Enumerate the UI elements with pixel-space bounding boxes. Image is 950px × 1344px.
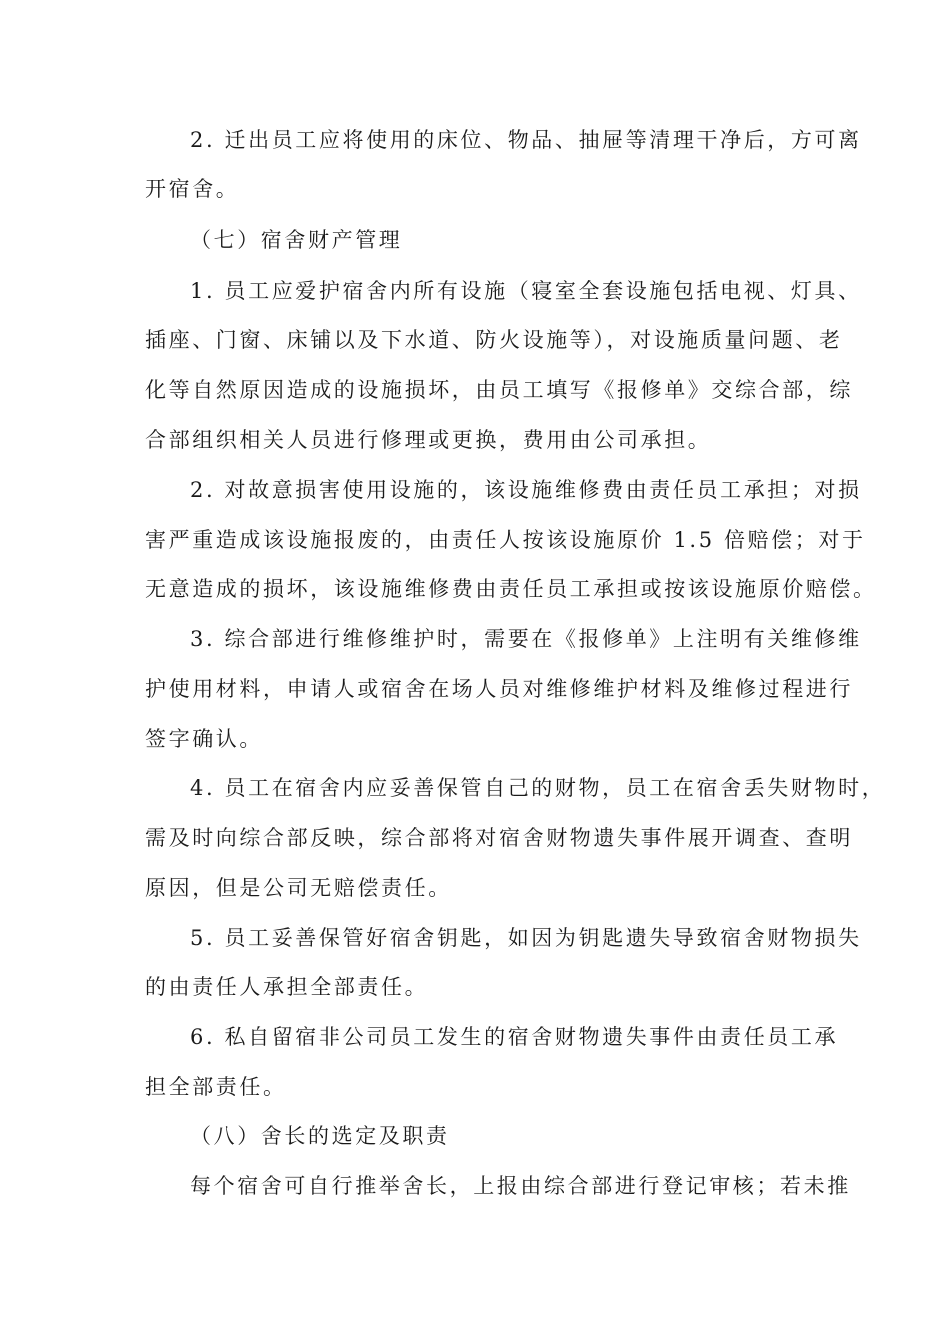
item-2-line-2: 害严重造成该设施报废的，由责任人按该设施原价 1.5 倍赔偿；对于 — [145, 528, 866, 552]
item-4-line-3: 原因，但是公司无赔偿责任。 — [145, 876, 452, 900]
section-heading-8: （八）舍长的选定及职责 — [190, 1124, 450, 1148]
item-2-line-3: 无意造成的损坏，该设施维修费由责任员工承担或按该设施原价赔偿。 — [145, 577, 877, 601]
item-3-line-3: 签字确认。 — [145, 727, 263, 751]
item-3-line-1: 3. 综合部进行维修维护时，需要在《报修单》上注明有关维修维 — [190, 627, 862, 651]
item-1-line-2: 插座、门窗、床铺以及下水道、防火设施等），对设施质量问题、老 — [145, 328, 843, 352]
paragraph-8-line-1: 每个宿舍可自行推举舍长，上报由综合部进行登记审核；若未推 — [190, 1174, 851, 1198]
paragraph-2-line-1: 2. 迁出员工应将使用的床位、物品、抽屉等清理干净后，方可离 — [190, 128, 862, 152]
paragraph-2-line-2: 开宿舍。 — [145, 177, 240, 201]
item-1-line-4: 合部组织相关人员进行修理或更换，费用由公司承担。 — [145, 428, 712, 452]
item-6-line-2: 担全部责任。 — [145, 1075, 287, 1099]
item-1-line-1: 1. 员工应爱护宿舍内所有设施（寝室全套设施包括电视、灯具、 — [190, 279, 862, 303]
item-6-line-1: 6. 私自留宿非公司员工发生的宿舍财物遗失事件由责任员工承 — [190, 1025, 839, 1049]
item-3-line-2: 护使用材料，申请人或宿舍在场人员对维修维护材料及维修过程进行 — [145, 677, 853, 701]
item-5-line-1: 5. 员工妥善保管好宿舍钥匙，如因为钥匙遗失导致宿舍财物损失 — [190, 926, 862, 950]
section-heading-7: （七）宿舍财产管理 — [190, 228, 403, 252]
item-4-line-1: 4. 员工在宿舍内应妥善保管自己的财物，员工在宿舍丢失财物时， — [190, 776, 886, 800]
item-5-line-2: 的由责任人承担全部责任。 — [145, 975, 429, 999]
item-4-line-2: 需及时向综合部反映，综合部将对宿舍财物遗失事件展开调查、查明 — [145, 826, 853, 850]
item-2-line-1: 2. 对故意损害使用设施的，该设施维修费由责任员工承担；对损 — [190, 478, 862, 502]
item-1-line-3: 化等自然原因造成的设施损坏，由员工填写《报修单》交综合部，综 — [145, 378, 853, 402]
